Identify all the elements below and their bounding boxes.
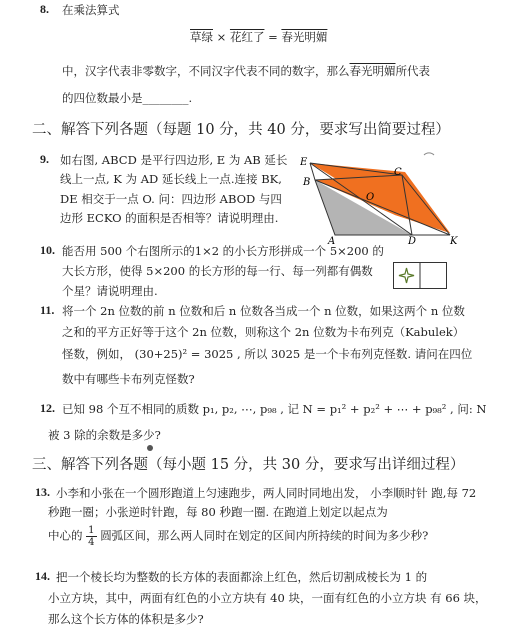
q13-line-3 — [48, 525, 428, 548]
q12-line-1: 已知 98 个互不相同的质数 p₁, p₂, ⋯, p₉₈ , 记 N = p₁² + p₂² + ⋯ + p₉₈² , 问: N — [62, 402, 487, 416]
q14-line-2: 小立方块，其中，两面有红色的小立方块有 40 块，一面有红色的小立方块 有 66 块， — [48, 591, 487, 605]
q10-line-2: 大长方形，使得 5×200 的长方形的每一行、每一列都有偶数 — [62, 264, 373, 278]
q10-line-1: 能否用 500 个右图所示的1×2 的小长方形拼成一个 5×200 的 — [62, 244, 384, 258]
q11-line-4: 数中有哪些卡布列克怪数? — [62, 372, 195, 386]
q13-line3-post: 圆弧区间，那么两人同时在划定的区间内所持续的时间为多少秒? — [100, 528, 429, 543]
q8-stem: 在乘法算式 — [62, 3, 120, 17]
q13-line-1: 小李和小张在一个圆形跑道上匀速跑步，两人同时同地出发， 小李顺时针 跑,每 72 — [56, 486, 477, 500]
q9-line-4: 边形 ECKO 的面积是否相等？请说明理由. — [60, 211, 279, 225]
label-b: B — [303, 177, 311, 188]
q8-line1-post: 所代表 — [395, 64, 430, 78]
q9-line-2: 线上一点, K 为 AD 延长线上一点.连接 BK, — [60, 172, 282, 186]
label-c: C — [394, 167, 402, 178]
q12-line-2: 被 3 除的余数是多少? — [48, 428, 161, 442]
q8-number: 8. — [40, 2, 49, 16]
q13-line3-pre: 中心的 — [48, 528, 83, 543]
section-3-heading: 三、解答下列各题（每小题 15 分，共 30 分，要求写出详细过程） — [32, 457, 465, 473]
parallelogram-figure — [300, 145, 465, 248]
q13-line-2: 秒跑一圈；小张逆时针跑，每 80 秒跑一圈. 在跑道上划定以起点为 — [48, 505, 388, 519]
eq-term-c: 春光明媚 — [281, 30, 328, 44]
q8-line1 — [62, 64, 430, 78]
eq-term-b: 花红了 — [229, 30, 265, 44]
section-2-heading: 二、解答下列各题（每题 10 分，共 40 分，要求写出简要过程） — [32, 122, 450, 138]
q14-line-1: 把一个棱长均为整数的长方体的表面都涂上红色，然后切割成棱长为 1 的 — [56, 570, 428, 584]
quarter-fraction — [86, 525, 96, 548]
label-k: K — [450, 236, 458, 247]
q11-line-1: 将一个 2n 位数的前 n 位数和后 n 位数各当成一个 n 位数，如果这两个 n 位数 — [62, 304, 465, 318]
q8-line1-pre: 中，汉字代表非零数字，不同汉字代表不同的数字，那么 — [62, 64, 350, 78]
label-d: D — [408, 236, 417, 247]
eq-times: × — [216, 30, 227, 44]
q10-number: 10. — [40, 243, 55, 257]
figure-arc — [424, 153, 434, 155]
label-e: E — [300, 157, 308, 168]
q13-number: 13. — [35, 485, 50, 499]
fraction-numerator: 1 — [88, 525, 95, 536]
label-a: A — [328, 236, 336, 247]
q8-line2: 的四位数最小是________. — [62, 91, 193, 105]
domino-figure — [393, 262, 447, 289]
bullet-dot — [147, 445, 153, 451]
q11-line-3: 怪数，例如， (30+25)² = 3025 , 所以 3025 是一个卡布列克怪数. 请问在四位 — [62, 347, 473, 361]
q9-line-3: DE 相交于一点 O. 问：四边形 ABOD 与四 — [60, 192, 282, 206]
fraction-denominator: 4 — [88, 537, 95, 548]
q11-number: 11. — [40, 303, 55, 317]
q11-line-2: 之和的平方正好等于这个 2n 位数，则称这个 2n 位数为卡布列克（Kabulek） — [62, 325, 465, 339]
q9-line-1: 如右图, ABCD 是平行四边形, E 为 AB 延长 — [60, 153, 288, 167]
q10-line-3: 个星？请说明理由. — [62, 284, 158, 298]
q9-number: 9. — [40, 152, 49, 166]
label-o: O — [366, 192, 375, 203]
q8-line1-word: 春光明媚 — [349, 64, 396, 78]
q12-number: 12. — [40, 401, 55, 415]
q14-number: 14. — [35, 569, 50, 583]
q14-line-3: 那么这个长方体的体积是多少? — [48, 612, 204, 626]
eq-term-a: 草绿 — [190, 30, 213, 44]
eq-equals: = — [268, 30, 278, 44]
q8-equation — [190, 30, 327, 44]
